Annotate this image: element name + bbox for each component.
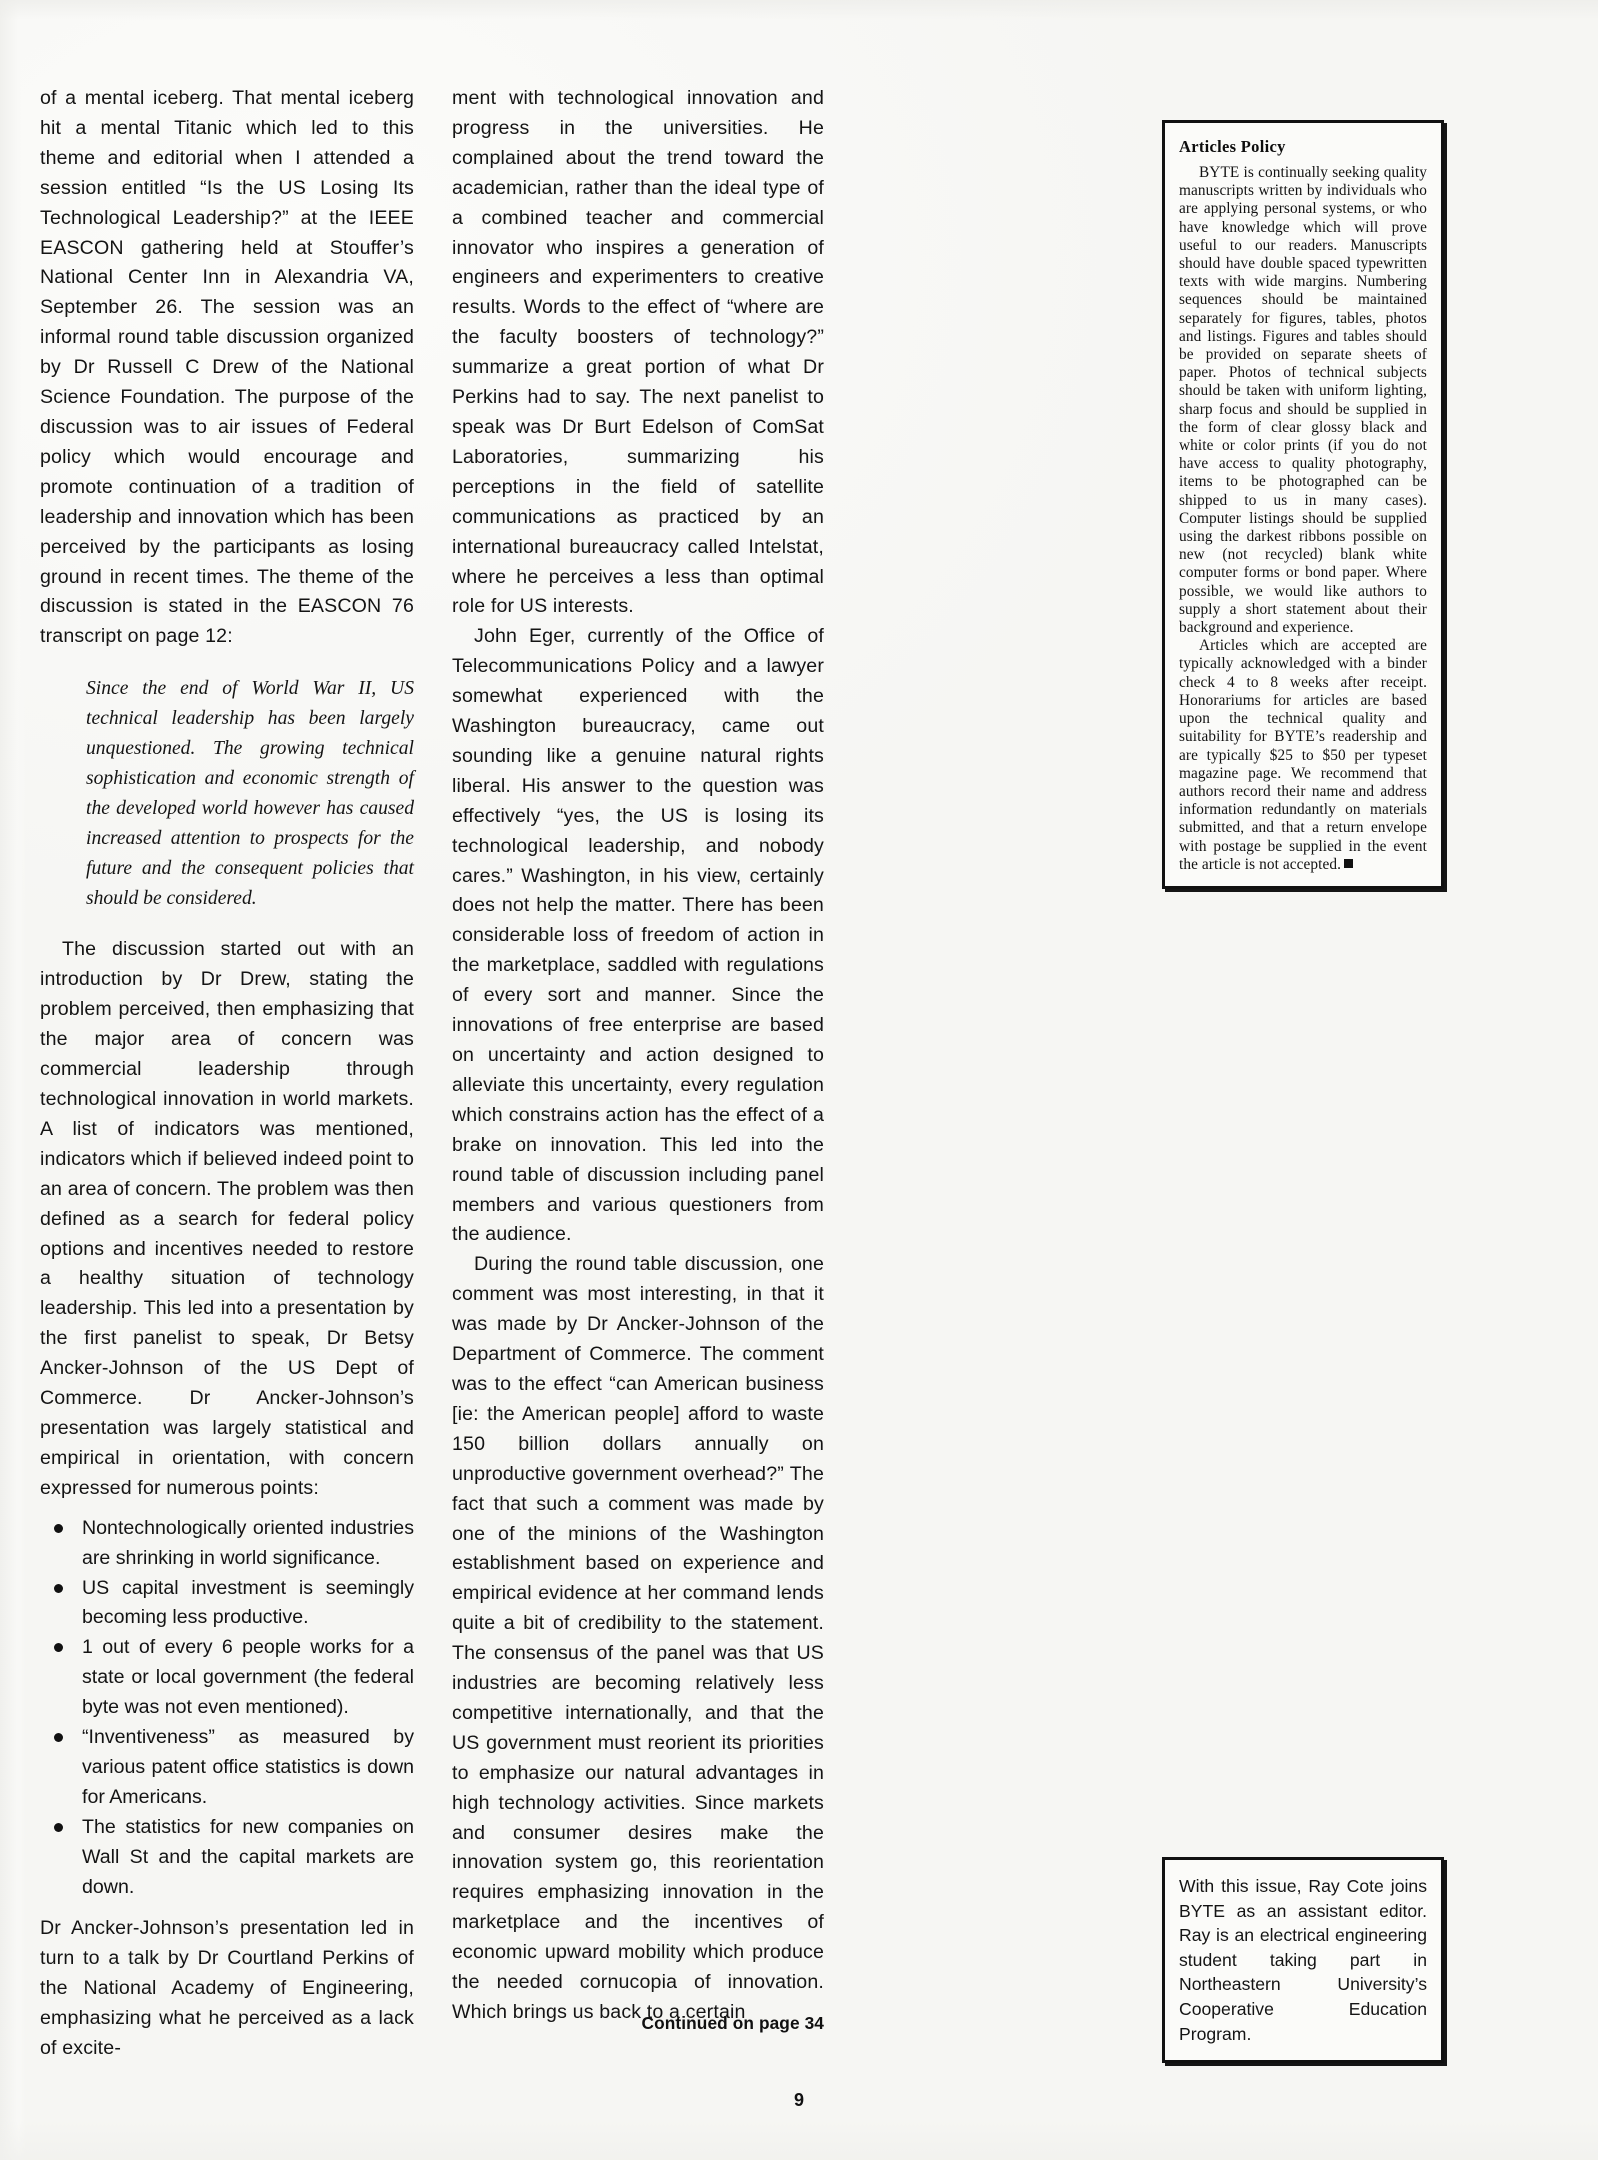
articles-policy-paragraph [1179, 637, 1427, 874]
paragraph: ment with technological innovation and progress in the universities. He complained about the trend toward the academician, rather than the ideal type of a combined teacher and commercial innovator who inspires a generation of engineers and experimenters to creative results. Words to the effect of “where are the faculty boosters of technology?” summarize a great portion of what Dr Perkins had to say. The next panelist to speak was Dr Burt Edelson of ComSat Laboratories, summarizing his perceptions in the field of satellite communications as practiced by an international bureaucracy called Intelstat, where he perceives a less than optimal role for US interests. [452, 87, 824, 618]
bullet-list [40, 1514, 414, 1903]
bullet-dot-icon [54, 1733, 63, 1742]
list-item [40, 1723, 414, 1813]
column-one [40, 84, 414, 2064]
paragraph: During the round table discussion, one comment was most interesting, in that it was made by Dr Ancker-Johnson of the Department of Commerce. The comment was to the effect “can American business [ie: the American people] afford to waste 150 billion dollars annually on unproductive government overhead?” The fact that such a comment was made by one of the minions of the Washington establishment based on experience and empirical evidence at her command lends quite a bit of credibility to the statement. The consensus of the panel was that US industries are becoming relatively less competitive internationally, and that the US government must reorient its priorities to emphasize our natural advantages in high technology activities. Since markets and consumer desires make the innovation system go, this reorientation requires emphasizing innovation in the marketplace and the incentives of economic upward mobility which produce the needed cornucopia of innovation. Which brings us back to a certain [452, 1253, 824, 2023]
paragraph: John Eger, currently of the Office of Telecommunications Policy and a lawyer somewhat experienced with the Washington bureaucracy, came out sounding like a genuine natural rights liberal. His answer to the question was effectively “yes, the US is losing its technological leadership, and nobody cares.” Washington, in his view, certainly does not help the matter. There has been considerable loss of freedom of action in the marketplace, saddled with regulations of every sort and manner. Since the innovations of free enterprise are based on uncertainty and action designed to alleviate this uncertainty, every regulation which constrains action has the effect of a brake on innovation. This led into the round table of discussion including panel members and various questioners from the audience. [452, 625, 824, 1246]
bullet-dot-icon [54, 1584, 63, 1593]
column-two [452, 84, 824, 2028]
list-item-label: “Inventiveness” as measured by various patent office statistics is down for Americans. [82, 1726, 414, 1808]
pull-quote: Since the end of World War II, US technical leadership has been largely unquestioned. The growing technical sophistication and economic strength of the developed world however has caused increased attention to prospects for the future and the consequent policies that should be considered. [86, 678, 414, 909]
articles-policy-paragraph-text: Articles which are accepted are typically acknowledged with a binder check 4 to 8 weeks after receipt. Honorariums for articles are based upon the technical quality and suitability for BYTE’s readership and are typically $25 to $50 per typeset magazine page. We recommend that authors record their name and address information redundantly on materials submitted, and that a return envelope with postage be supplied in the event the article is not accepted. [1179, 637, 1427, 873]
bullet-dot-icon [54, 1823, 63, 1832]
list-item-label: 1 out of every 6 people works for a state or local government (the federal byte was not even mentioned). [82, 1636, 414, 1719]
page-number: 9 [793, 2090, 804, 2110]
continued-on-page-note: Continued on page 34 [641, 2013, 824, 2033]
articles-policy-box [1162, 120, 1444, 889]
paragraph: of a mental iceberg. That mental iceberg hit a mental Titanic which led to this theme and editorial when I attended a session entitled “Is the US Losing Its Technological Leadership?” at the IEEE EASCON gathering held at Stouffer’s National Center Inn in Alexandria VA, September 26. The session was an informal round table discussion organized by Dr Russell C Drew of the National Science Foundation. The purpose of the discussion was to air issues of Federal policy which would encourage and promote continuation of a tradition of leadership and innovation which has been perceived by the participants as losing ground in recent times. The theme of the discussion is stated in the EASCON 76 transcript on page 12: [40, 87, 414, 648]
end-mark-icon [1344, 859, 1353, 868]
paragraph: Dr Ancker-Johnson’s presentation led in turn to a talk by Dr Courtland Perkins of the National Academy of Engineering, emphasizing what he perceived as a lack of excite- [40, 1917, 414, 2060]
list-item-label: The statistics for new companies on Wall St and the capital markets are down. [82, 1815, 414, 1898]
list-item [40, 1813, 414, 1903]
list-item-label: US capital investment is seemingly becoming less productive. [82, 1576, 414, 1629]
bullet-dot-icon [54, 1643, 63, 1652]
list-item [40, 1514, 414, 1574]
ray-cote-note-text: With this issue, Ray Cote joins BYTE as an assistant editor. Ray is an electrical engineering student taking part in Northeastern University’s Cooperative Education Program. [1179, 1876, 1427, 2044]
paragraph: The discussion started out with an introduction by Dr Drew, stating the problem perceived, then emphasizing that the major area of concern was commercial leadership through technological innovation in world markets. A list of indicators was mentioned, indicators which if believed indeed point to an area of concern. The problem was then defined as a search for federal policy options and incentives needed to restore a healthy situation of technology leadership. This led into a presentation by the first panelist to speak, Dr Betsy Ancker-Johnson of the US Dept of Commerce. Dr Ancker-Johnson’s presentation was largely statistical and empirical in orientation, with concern expressed for numerous points: [40, 938, 414, 1499]
articles-policy-title: Articles Policy [1179, 137, 1286, 156]
articles-policy-paragraph: BYTE is continually seeking quality manuscripts written by individuals who are applying personal systems, or who have knowledge which will prove useful to our readers. Manuscripts should have double spaced typewritten texts with wide margins. Numbering sequences should be maintained separately for figures, tables, photos and listings. Figures and tables should be provided on separate sheets of paper. Photos of technical subjects should be taken with uniform lighting, sharp focus and should be supplied in the form of clear glossy black and white or color prints (if you do not have access to quality photography, items to be photographed can be shipped to us in many cases). Computer listings should be supplied using the darkest ribbons possible on new (not recycled) blank white computer forms or bond paper. Where possible, we would like authors to supply a short statement about their background and experience. [1179, 164, 1427, 637]
list-item-label: Nontechnologically oriented industries are shrinking in world significance. [82, 1516, 414, 1569]
ray-cote-note-box [1162, 1857, 1444, 2063]
list-item [40, 1574, 414, 1634]
bullet-dot-icon [54, 1524, 63, 1533]
list-item [40, 1633, 414, 1723]
